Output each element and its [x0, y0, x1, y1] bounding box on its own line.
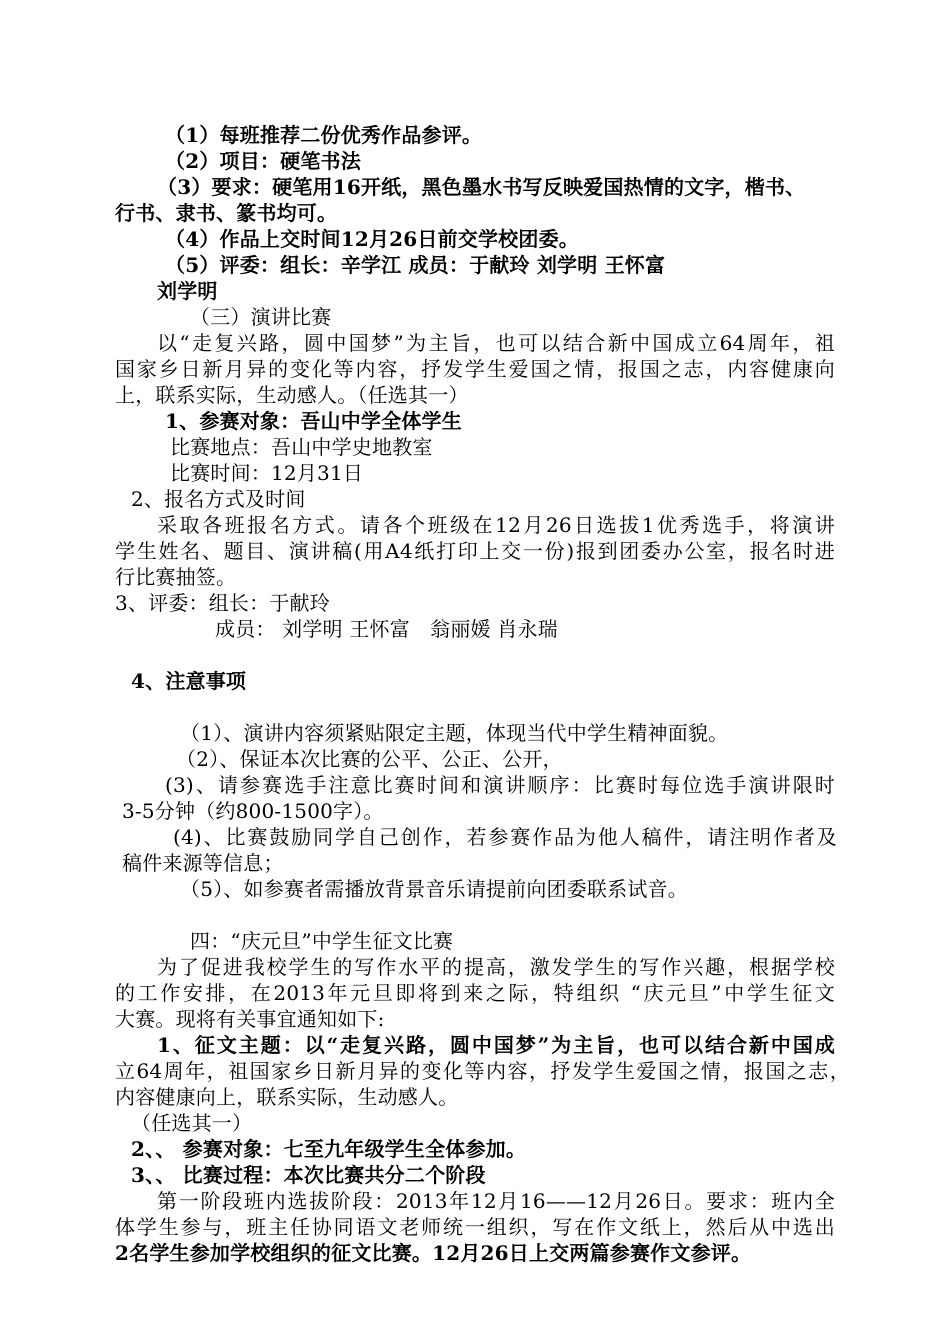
- speech-signup-heading: 2、报名方式及时间: [131, 487, 306, 511]
- essay-intro-line-2: 的工作安排，在2013年元旦即将到来之际，特组织 “庆元旦”中学生征文: [115, 981, 835, 1005]
- speech-intro-line-1: 以“走复兴路，圆中国梦”为主旨，也可以结合新中国成立64周年，祖: [157, 331, 835, 355]
- speech-note-3-line-1: (3)、请参赛选手注意比赛时间和演讲顺序：比赛时每位选手演讲限时: [165, 773, 835, 797]
- essay-stage1-line-1: 第一阶段班内选拔阶段：2013年12月16——12月26日。要求：班内全: [157, 1189, 835, 1213]
- calligraphy-item-3-line-2: 行书、隶书、篆书均可。: [115, 201, 338, 225]
- speech-judges: 3、评委：组长：于献玲: [115, 591, 330, 615]
- speech-note-1: （1）、演讲内容须紧贴限定主题，体现当代中学生精神面貌。: [180, 721, 729, 745]
- calligraphy-item-5: （5）评委：组长：辛学江 成员：于献玲 刘学明 王怀富: [165, 253, 666, 277]
- essay-stage1-line-2: 体学生参与，班主任协同语文老师统一组织，写在作文纸上，然后从中选出: [115, 1215, 835, 1239]
- speech-intro-line-2: 国家乡日新月异的变化等内容，抒发学生爱国之情，报国之志，内容健康向: [115, 357, 835, 381]
- speech-note-4-line-2: 稿件来源等信息；: [122, 851, 284, 875]
- speech-note-5: （5）、如参赛者需播放背景音乐请提前向团委联系试音。: [180, 877, 688, 901]
- essay-theme-line-2: 立64周年，祖国家乡日新月异的变化等内容，抒发学生爱国之情，报国之志，: [115, 1059, 850, 1083]
- calligraphy-item-5-cont: 刘学明: [157, 279, 218, 303]
- speech-venue: 比赛地点：吾山中学史地教室: [170, 435, 433, 459]
- essay-theme-line-3: 内容健康向上，联系实际，生动感人。: [115, 1085, 459, 1109]
- essay-participants: 2、、 参赛对象：七至九年级学生全体参加。: [131, 1137, 527, 1161]
- essay-heading: 四：“庆元旦”中学生征文比赛: [190, 929, 454, 953]
- speech-signup-line-2: 学生姓名、题目、演讲稿(用A4纸打印上交一份)报到团委办公室，报名时进: [115, 539, 835, 563]
- speech-note-4-line-1: (4)、比赛鼓励同学自己创作，若参赛作品为他人稿件，请注明作者及: [173, 825, 837, 849]
- essay-intro-line-1: 为了促进我校学生的写作水平的提高，激发学生的写作兴趣，根据学校: [157, 955, 835, 979]
- calligraphy-item-3-line-1: （3）要求：硬笔用16开纸，黑色墨水书写反映爱国热情的文字，楷书、: [157, 175, 806, 199]
- speech-intro-line-3: 上，联系实际，生动感人。（任选其一）: [115, 383, 469, 407]
- calligraphy-item-2: （2）项目：硬笔书法: [165, 149, 361, 173]
- speech-judges-members: 成员： 刘学明 王怀富 翁丽媛 肖永瑞: [215, 617, 558, 641]
- speech-time: 比赛时间：12月31日: [170, 461, 364, 485]
- speech-notes-heading: 4、注意事项: [131, 669, 247, 693]
- essay-process: 3、、 比赛过程：本次比赛共分二个阶段: [131, 1163, 486, 1187]
- speech-note-2: （2）、保证本次比赛的公平、公正、公开，: [176, 747, 563, 771]
- calligraphy-item-4: （4）作品上交时间12月26日前交学校团委。: [165, 227, 579, 251]
- speech-participants: 1、参赛对象：吾山中学全体学生: [165, 409, 462, 433]
- speech-note-3-line-2: 3-5分钟（约800-1500字）。: [122, 799, 384, 823]
- essay-stage1-line-3: 2名学生参加学校组织的征文比赛。12月26日上交两篇参赛作文参评。: [115, 1241, 752, 1265]
- speech-signup-line-1: 采取各班报名方式。请各个班级在12月26日选拔1优秀选手，将演讲: [157, 513, 835, 537]
- speech-heading: （三）演讲比赛: [190, 305, 332, 329]
- calligraphy-item-1: （1）每班推荐二份优秀作品参评。: [165, 123, 483, 147]
- essay-theme-line-1: 1、征文主题：以“走复兴路，圆中国梦”为主旨，也可以结合新中国成: [157, 1033, 835, 1057]
- essay-optional: （任选其一）: [131, 1111, 253, 1135]
- essay-intro-line-3: 大赛。现将有关事宜通知如下:: [115, 1007, 385, 1031]
- speech-signup-line-3: 行比赛抽签。: [115, 565, 237, 589]
